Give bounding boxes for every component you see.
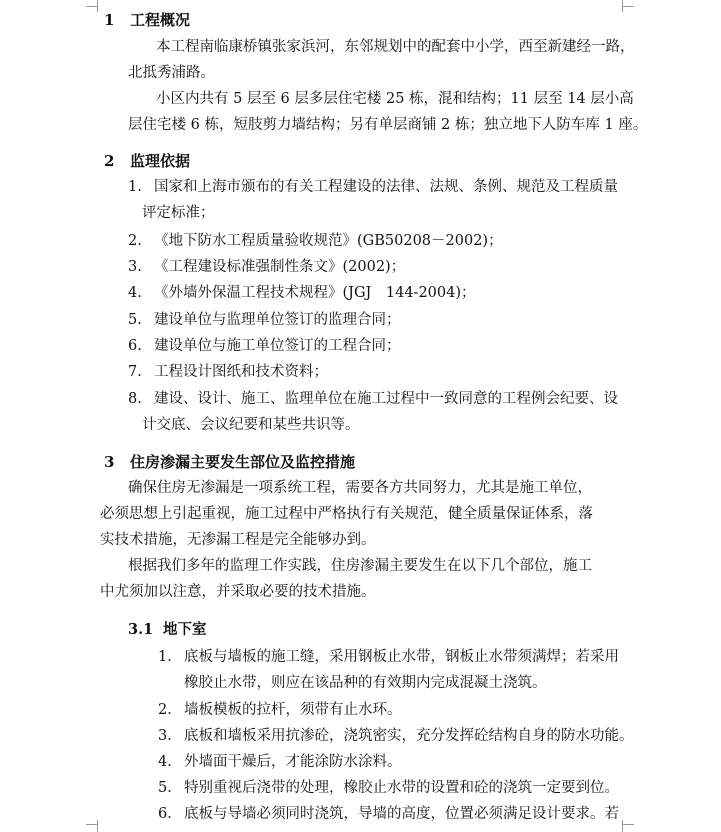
list-number: 5.: [158, 780, 172, 796]
paragraph: [100, 475, 620, 553]
list-text: 底板与导墙必须同时浇筑，导墙的高度，位置必须满足设计要求。若: [184, 806, 619, 822]
paragraph-line: 中尤须加以注意，并采取必要的技术措施。: [100, 584, 376, 600]
crop-mark: [622, 820, 623, 832]
section-title: 工程概况: [130, 11, 191, 29]
section-number: 1: [104, 11, 115, 29]
list-number: 2.: [158, 702, 172, 718]
list-text: 底板与墙板的施工缝，采用钢板止水带，钢板止水带须满焊；若采用: [184, 649, 619, 665]
paragraph-line: 北抵秀浦路。: [128, 65, 215, 81]
list-text: 《地下防水工程质量验收规范》(GB50208－2002)；: [154, 233, 503, 249]
paragraph: [100, 86, 648, 138]
paragraph: [100, 34, 635, 86]
list-text: 特别重视后浇带的处理，橡胶止水带的设置和砼的浇筑一定要到位。: [184, 780, 619, 796]
section-title: 住房渗漏主要发生部位及监控措施: [130, 453, 356, 471]
paragraph-line: 确保住房无渗漏是一项系统工程，需要各方共同努力，尤其是施工单位，: [128, 480, 592, 496]
list-text: 橡胶止水带，则应在该品种的有效期内完成混凝土浇筑。: [184, 675, 547, 691]
subsection-number: 3.1: [128, 621, 154, 638]
list-text: 《工程建设标准强制性条文》(2002)；: [154, 259, 406, 275]
paragraph: [100, 553, 620, 605]
list-text: 外墙面干燥后，才能涂防水涂料。: [184, 754, 402, 770]
section-number: 3: [104, 453, 115, 471]
list-text: 墙板模板的拉杆，须带有止水环。: [184, 702, 402, 718]
section-number: 2: [104, 152, 115, 170]
paragraph-line: 根据我们多年的监理工作实践，住房渗漏主要发生在以下几个部位，施工: [128, 558, 592, 574]
list-text: 计交底、会议纪要和某些共识等。: [142, 417, 360, 433]
list-number: 8.: [128, 391, 142, 407]
list-text: 建设单位与监理单位签订的监理合同；: [154, 312, 401, 328]
list-text: 工程设计图纸和技术资料；: [154, 364, 328, 380]
list-number: 4.: [128, 285, 142, 301]
list-number: 1.: [128, 179, 142, 195]
list-text: 底板和墙板采用抗渗砼，浇筑密实，充分发挥砼结构自身的防水功能。: [184, 728, 634, 744]
crop-mark: [622, 6, 634, 7]
paragraph-line: 必须思想上引起重视，施工过程中严格执行有关规范，健全质量保证体系，落: [100, 506, 593, 522]
paragraph-line: 小区内共有 5 层至 6 层多层住宅楼 25 栋，混和结构；11 层至 14 层小高: [156, 91, 634, 107]
paragraph-line: 实技术措施，无渗漏工程是完全能够办到。: [100, 532, 376, 548]
paragraph-line: 层住宅楼 6 栋，短肢剪力墙结构；另有单层商铺 2 栋；独立地下人防车库 1 座。: [128, 117, 648, 133]
subsection-title: 地下室: [163, 621, 207, 638]
section-title: 监理依据: [130, 152, 191, 170]
paragraph-line: 本工程南临康桥镇张家浜河，东邻规划中的配套中小学，西至新建经一路，: [156, 39, 635, 55]
list-text: 建设单位与施工单位签订的工程合同；: [154, 338, 401, 354]
list-text: 建设、设计、施工、监理单位在施工过程中一致同意的工程例会纪要、设: [154, 391, 618, 407]
crop-mark: [622, 0, 623, 12]
list-number: 6.: [158, 806, 172, 822]
list-number: 6.: [128, 338, 142, 354]
list-number: 1.: [158, 649, 172, 665]
list-number: 4.: [158, 754, 172, 770]
crop-mark: [97, 0, 98, 12]
list-number: 2.: [128, 233, 142, 249]
list-number: 3.: [128, 259, 142, 275]
crop-mark: [622, 824, 634, 825]
list-number: 5.: [128, 312, 142, 328]
list-text: 《外墙外保温工程技术规程》(JGJ 144-2004)；: [154, 285, 476, 301]
list-number: 3.: [158, 728, 172, 744]
list-text: 国家和上海市颁布的有关工程建设的法律、法规、条例、规范及工程质量: [154, 179, 618, 195]
list-number: 7.: [128, 364, 142, 380]
list-text: 评定标准；: [142, 205, 215, 221]
crop-mark: [97, 820, 98, 832]
